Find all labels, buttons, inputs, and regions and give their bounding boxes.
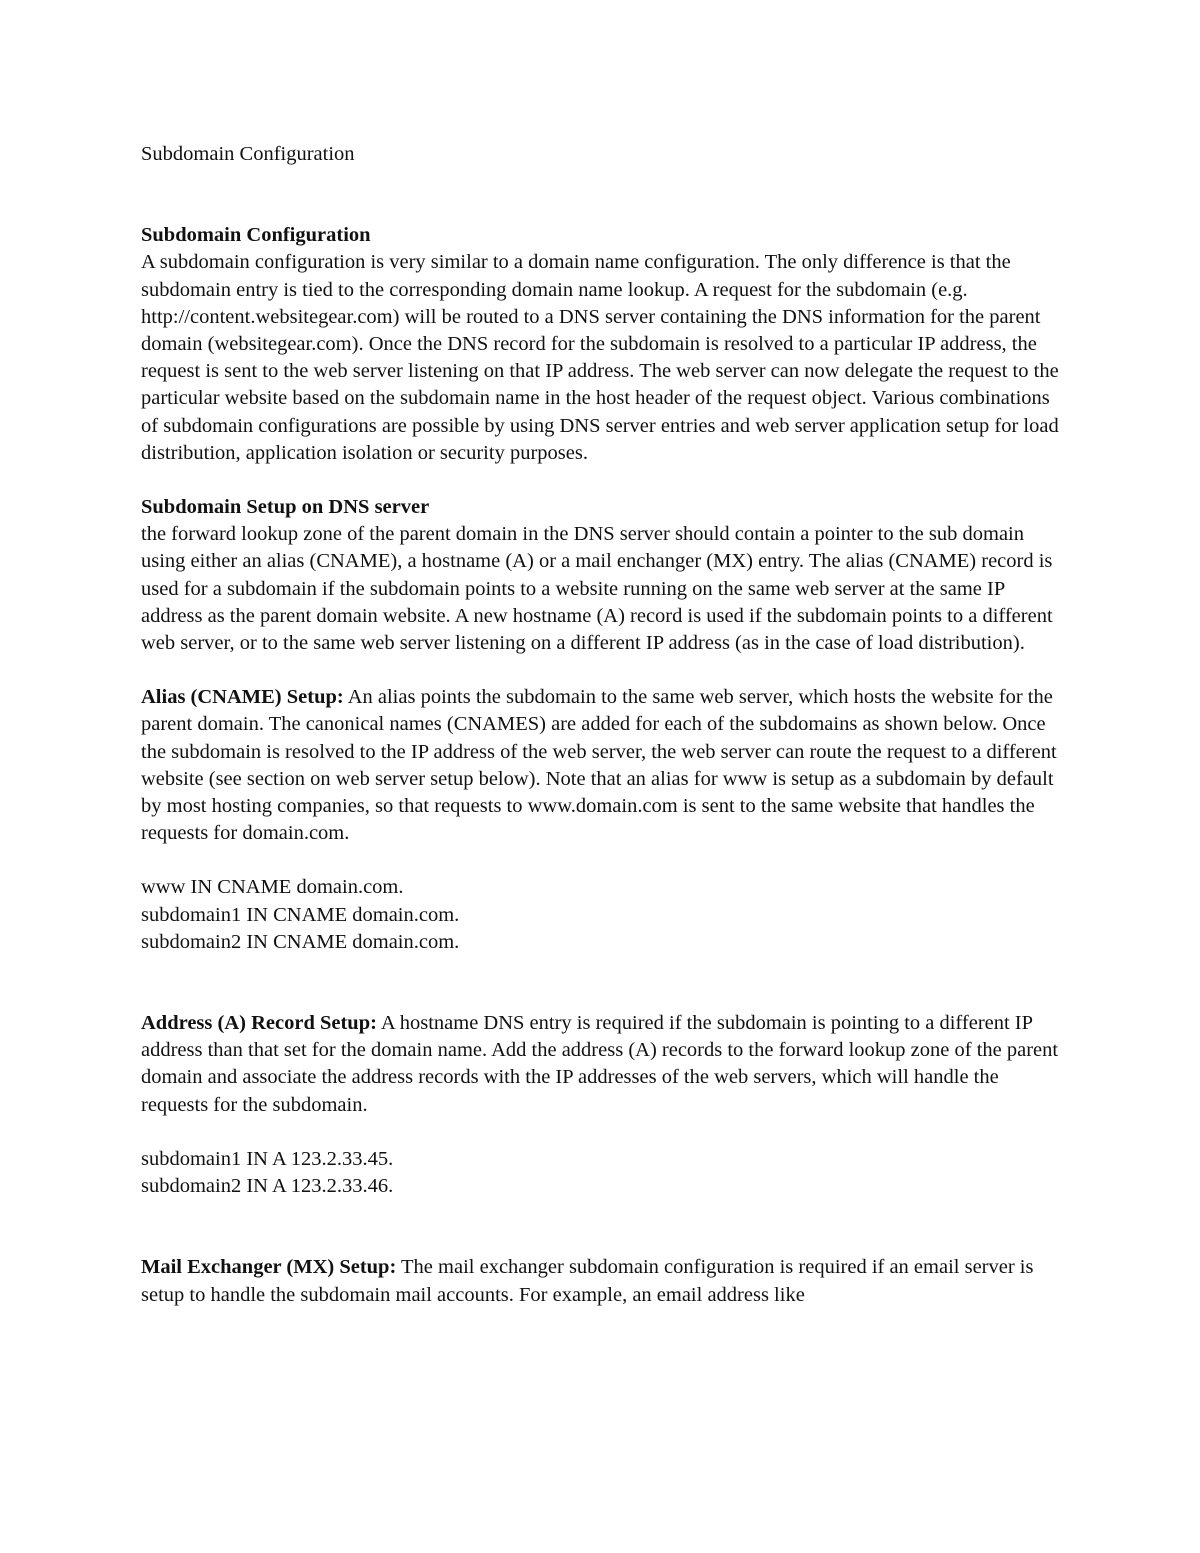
record-line: www IN CNAME domain.com. [141, 876, 404, 899]
record-line: subdomain1 IN CNAME domain.com. [141, 903, 460, 926]
section-heading-dns-setup: Subdomain Setup on DNS server [141, 496, 430, 519]
section-body-dns-setup: the forward lookup zone of the parent domain in the DNS server should contain a pointer to the sub domain using either an alias (CNAME), a hostname (A) or a mail enchanger (MX) entry. The alias (CNAME) record is used for a subdomain if the subdomain points to a website running on the same web server at the same IP address as the parent domain website. A new hostname (A) record is used if the subdomain points to a different web server, or to the same web server listening on a different IP address (as in the case of load distribution). [141, 523, 1053, 655]
document-page [141, 141, 1066, 1336]
section-body-intro: A subdomain configuration is very similar to a domain name configuration. The only difference is that the subdomain entry is tied to the corresponding domain name lookup. A request for the subdomain (e.g. http://content.websitegear.com) will be routed to a DNS server containing the DNS information for the parent domain (websitegear.com). Once the DNS record for the subdomain is resolved to a particular IP address, the request is sent to the web server listening on that IP address. The web server can now delegate the request to the particular website based on the subdomain name in the host header of the request object. Various combinations of subdomain configurations are possible by using DNS server entries and web server application setup for load distribution, application isolation or security purposes. [141, 251, 1059, 464]
section-heading-intro: Subdomain Configuration [141, 224, 371, 247]
section-cname-setup [141, 684, 1066, 847]
section-body-a-record-setup [141, 1010, 1066, 1119]
cname-records [141, 874, 1066, 956]
section-text-cname-setup: An alias points the subdomain to the same web server, which hosts the website for the parent domain. The canonical names (CNAMES) are added for each of the subdomains as shown below. Once the subdomain is resolved to the IP address of the web server, the web server can route the request to a different website (see section on web server setup below). Note that an alias for www is setup as a subdomain by default by most hosting companies, so that requests to www.domain.com is sent to the same website that handles the requests for domain.com. [141, 686, 1057, 845]
record-line: subdomain2 IN A 123.2.33.46. [141, 1175, 394, 1198]
section-a-record-setup [141, 1010, 1066, 1119]
spacer [141, 1200, 1066, 1254]
section-dns-setup [141, 494, 1066, 657]
a-records [141, 1146, 1066, 1200]
section-heading-cname-setup: Alias (CNAME) Setup: [141, 686, 344, 709]
section-heading-mx-setup: Mail Exchanger (MX) Setup: [141, 1256, 397, 1279]
section-mx-setup [141, 1254, 1066, 1308]
document-title: Subdomain Configuration [141, 143, 355, 165]
record-line: subdomain1 IN A 123.2.33.45. [141, 1147, 394, 1170]
section-heading-a-record-setup: Address (A) Record Setup: [141, 1012, 377, 1035]
section-intro [141, 222, 1066, 467]
spacer [141, 956, 1066, 1010]
section-body-cname-setup [141, 684, 1066, 847]
section-text-mx-setup: The mail exchanger subdomain configuration is required if an email server is setup to handle the subdomain mail accounts. For example, an email address like [141, 1256, 1034, 1306]
record-line: subdomain2 IN CNAME domain.com. [141, 930, 460, 953]
section-text-a-record-setup: A hostname DNS entry is required if the subdomain is pointing to a different IP address than that set for the domain name. Add the address (A) records to the forward lookup zone of the parent domain and associate the address records with the IP addresses of the web servers, which will handle the requests for the subdomain. [141, 1012, 1059, 1116]
section-body-mx-setup [141, 1254, 1066, 1308]
